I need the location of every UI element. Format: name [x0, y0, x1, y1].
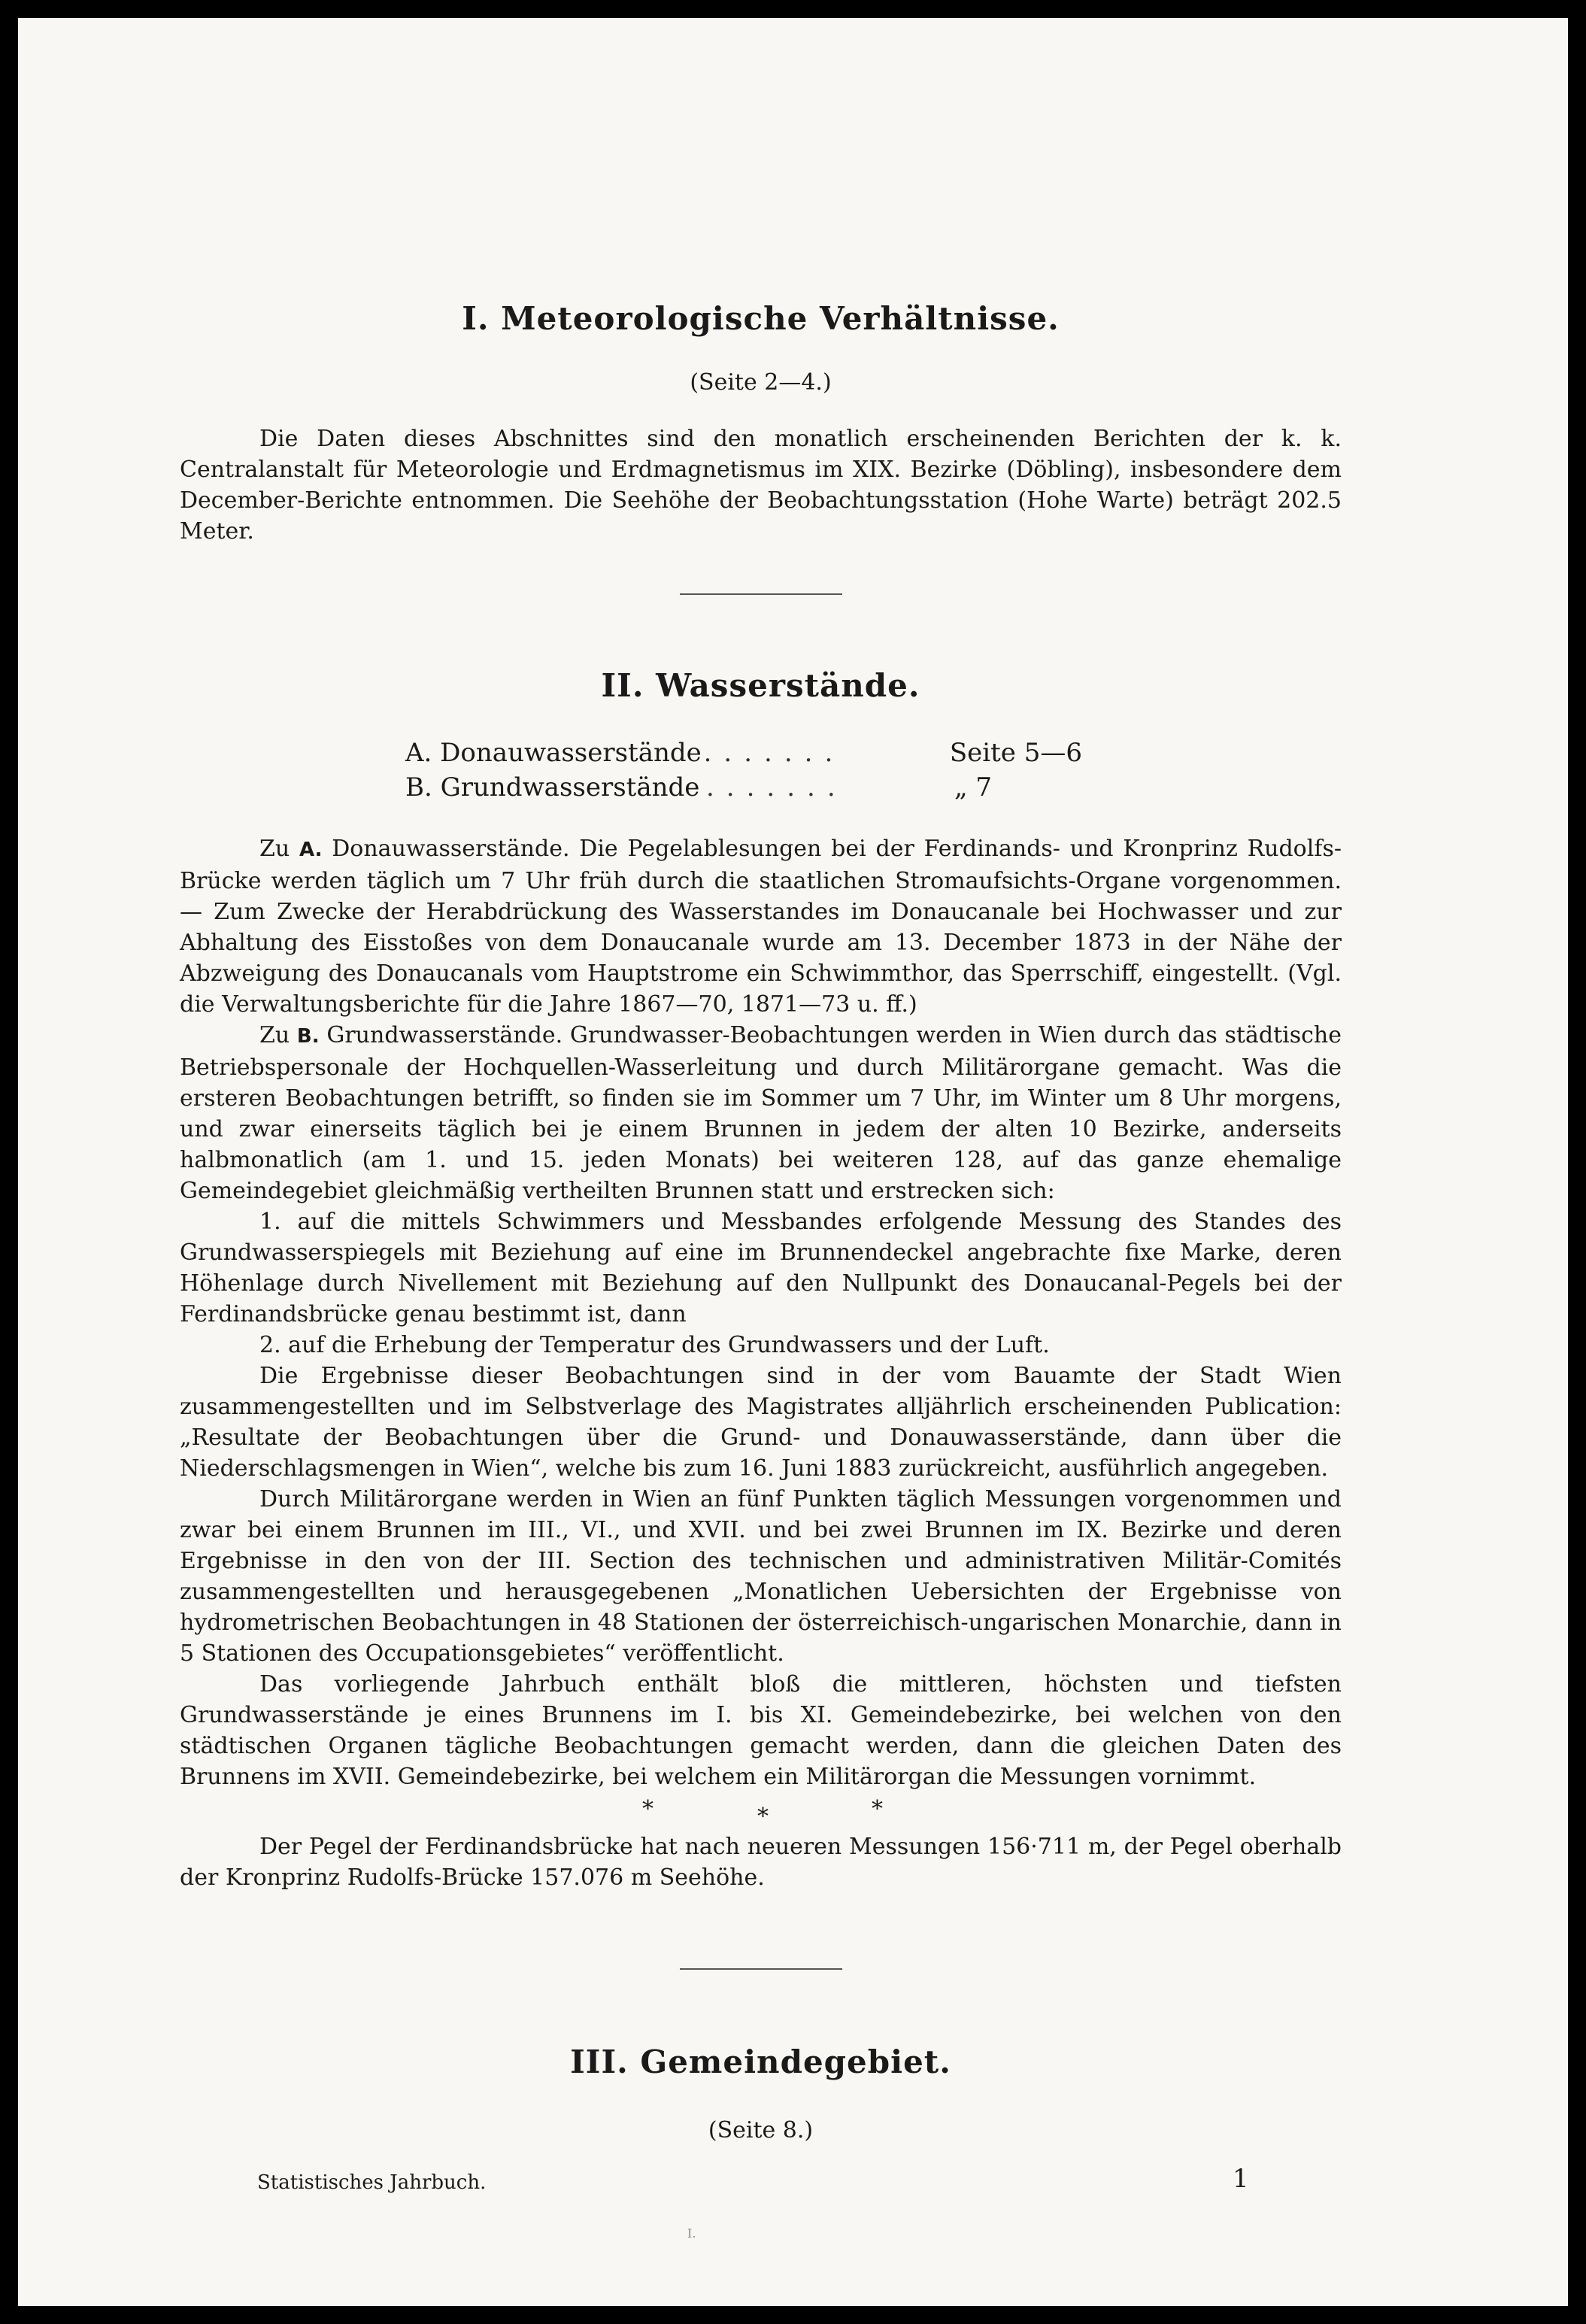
paragraph-text: Donauwasserstände. Die Pegelablesungen bei der Ferdinands- und Kronprinz Rudolfs-Brücke werden täglich um 7 Uhr früh durch die staatlichen Stromaufsichts-Organe vorgenommen. — Zum Zwecke der Herabdrückung des Wasserstandes im Donaucanale bei Hochwasser und zur Abhaltung des Eisstoßes von dem Donaucanale wurde am 13. December 1873 in der Nähe der Abzweigung des Donaucanals vom Hauptstrome ein Schwimmthor, das Sperrschiff, eingestellt. (Vgl. die Verwaltungsberichte für die Jahre 1867—70, 1871—73 u. ff.)	[180, 835, 1342, 1018]
paragraph	[180, 833, 1342, 1020]
list-item: 2. auf die Erhebung der Temperatur des Grundwassers und der Luft.	[259, 1331, 1050, 1358]
lead-label: B.	[296, 1024, 320, 1048]
signature-mark: I.	[687, 2226, 696, 2241]
section-title-water-levels: II. Wasserstände.	[601, 667, 920, 705]
paragraph: Durch Militärorgane werden in Wien an fünf Punkten täglich Messungen vorgenommen und zwar bei einem Brunnen im III., VI., und XVII. und bei zwei Brunnen im IX. Bezirke und deren Ergebnisse in den von der III. Section des technischen und administrativen Militär-Comités zusammengestellten und herausgegebenen „Monatlichen Uebersichten der Ergebnisse von hydrometrischen Beobachtungen in 48 Stationen der österreichisch-ungarischen Monarchie, dann in 5 Stationen des Occupationsgebietes“ veröffentlicht.	[180, 1485, 1342, 1667]
toc-row	[405, 770, 1082, 805]
section-title-municipal-area: III. Gemeindegebiet.	[570, 2043, 951, 2080]
page-number: 1	[1233, 2164, 1249, 2194]
toc-page: „ 7	[954, 772, 993, 802]
section-page-ref: (Seite 2—4.)	[690, 369, 832, 396]
footer-title: Statistisches Jahrbuch.	[257, 2171, 487, 2194]
lead-word: Zu	[259, 835, 290, 862]
table-of-contents	[405, 736, 1082, 805]
asterisk-separator	[180, 1792, 1342, 1828]
paragraph	[180, 1020, 1342, 1206]
toc-page: Seite 5—6	[949, 737, 1082, 768]
paragraph: Die Ergebnisse dieser Beobachtungen sind in der vom Bauamte der Stadt Wien zusammengestellten und im Selbstverlage des Magistrates alljährlich erscheinenden Publication: „Resultate der Beobachtungen über die Grund- und Donauwasserstände, dann über die Niederschlagsmengen in Wien“, welche bis zum 16. Juni 1883 zurückreicht, ausführlich angegeben.	[180, 1362, 1342, 1482]
paragraph: Das vorliegende Jahrbuch enthält bloß die mittleren, höchsten und tiefsten Grundwasserstände je eines Brunnens im I. bis XI. Gemeindebezirke, bei welchen von den städtischen Organen tägliche Beobachtungen gemacht werden, dann die gleichen Daten des Brunnens im XVII. Gemeindebezirke, bei welchem ein Militärorgan die Messungen vornimmt.	[180, 1670, 1342, 1790]
section-page-ref: (Seite 8.)	[708, 2117, 814, 2144]
toc-row	[405, 736, 1082, 770]
paragraph: Der Pegel der Ferdinandsbrücke hat nach neueren Messungen 156·711 m, der Pegel oberhalb der Kronprinz Rudolfs-Brücke 157.076 m Seehöhe.	[180, 1833, 1342, 1891]
paragraph: Die Daten dieses Abschnittes sind den monatlich erscheinenden Berichten der k. k. Centralanstalt für Meteorologie und Erdmagnetismus im XIX. Bezirke (Döbling), insbesondere dem December-Berichte entnommen. Die Seehöhe der Beobachtungsstation (Hohe Warte) beträgt 202.5 Meter.	[180, 426, 1342, 545]
toc-label: A. Donauwasserstände	[405, 737, 702, 768]
toc-dots: .......	[703, 737, 845, 768]
toc-label: B. Grundwasserstände	[405, 772, 700, 802]
lead-label: A.	[299, 838, 323, 861]
lead-word: Zu	[259, 1021, 290, 1048]
section-divider	[680, 1968, 842, 1970]
toc-dots: .......	[706, 772, 848, 802]
asterisk: *	[642, 1795, 654, 1822]
section-title-meteorology: I. Meteorologische Verhältnisse.	[462, 300, 1060, 337]
list-item: 1. auf die mittels Schwimmers und Messbandes erfolgende Messung des Standes des Grundwasserspiegels mit Beziehung auf eine im Brunnendeckel angebrachte fixe Marke, deren Höhenlage durch Nivellement mit Beziehung auf den Nullpunkt des Donaucanal-Pegels bei der Ferdinandsbrücke genau bestimmt ist, dann	[180, 1208, 1342, 1327]
asterisk: *	[872, 1795, 883, 1822]
asterisk: *	[757, 1803, 769, 1830]
section-divider	[680, 593, 842, 595]
page-content	[180, 266, 1342, 2144]
page	[18, 18, 1568, 2306]
paragraph-text: Grundwasserstände. Grundwasser-Beobachtungen werden in Wien durch das städtische Betriebspersonale der Hochquellen-Wasserleitung und durch Militärorgane gemacht. Was die ersteren Beobachtungen betrifft, so finden sie im Sommer um 7 Uhr, im Winter um 8 Uhr morgens, und zwar einerseits täglich bei je einem Brunnen in jedem der alten 10 Bezirke, anderseits halbmonatlich (am 1. und 15. jeden Monats) bei weiteren 128, auf das ganze ehemalige Gemeindegebiet gleichmäßig vertheilten Brunnen statt und erstrecken sich:	[180, 1021, 1342, 1204]
